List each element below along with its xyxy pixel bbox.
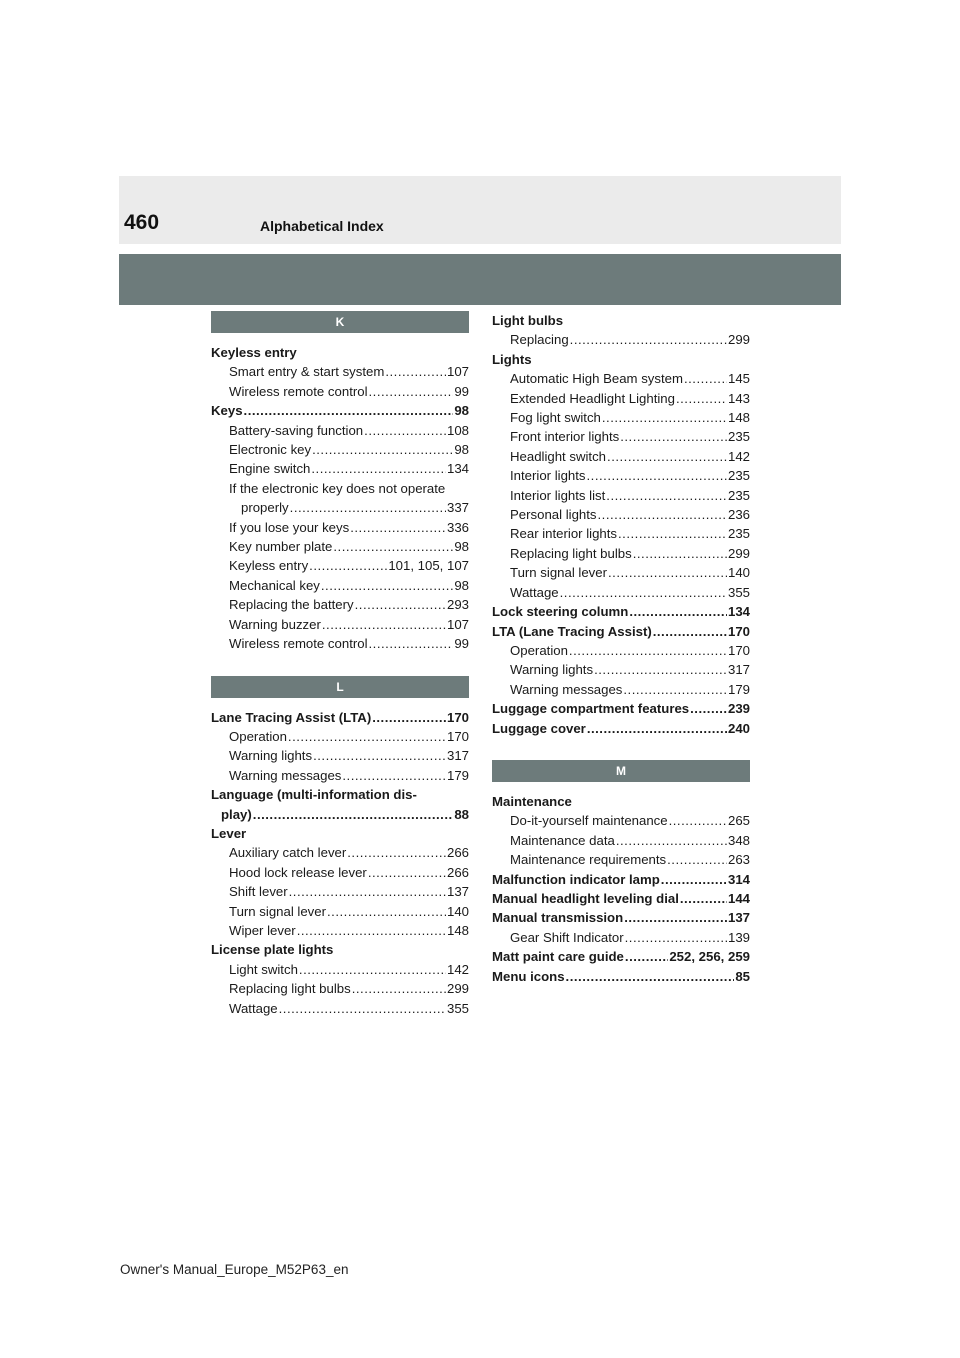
- index-entry: LTA (Lane Tracing Assist) ..... 170: [492, 622, 750, 641]
- index-column-right: [492, 311, 750, 986]
- index-entry: Replacing ..... 299: [492, 330, 750, 349]
- index-entry: Wattage ..... 355: [492, 583, 750, 602]
- index-entry: properly ..... 337: [211, 498, 469, 517]
- index-entry: Front interior lights ..... 235: [492, 427, 750, 446]
- index-heading: Language (multi-information dis-: [211, 787, 417, 803]
- index-heading: Maintenance: [492, 793, 572, 809]
- index-heading: Keyless entry: [211, 345, 297, 360]
- footer-text: Owner's Manual_Europe_M52P63_en: [120, 1262, 349, 1277]
- index-entry: Gear Shift Indicator ..... 139: [492, 928, 750, 947]
- index-entry: Turn signal lever ..... 140: [492, 563, 750, 582]
- index-entry: Engine switch ..... 134: [211, 459, 469, 478]
- index-entry: Keys ..... 98: [211, 401, 469, 420]
- index-entry: Auxiliary catch lever ..... 266: [211, 843, 469, 862]
- index-heading: Lever: [211, 825, 247, 841]
- index-entry: Wireless remote control ..... 99: [211, 634, 469, 653]
- index-entry: Luggage cover ..... 240: [492, 719, 750, 738]
- index-heading: Light bulbs: [492, 313, 564, 328]
- index-entry: Electronic key ..... 98: [211, 440, 469, 459]
- index-entry: Warning messages ..... 179: [492, 680, 750, 699]
- index-entry: Warning lights ..... 317: [492, 660, 750, 679]
- header-dark-band: [119, 254, 841, 305]
- index-entry: Manual transmission ..... 137: [492, 908, 750, 927]
- index-heading: Lights: [492, 351, 532, 367]
- index-entry: Lock steering column ..... 134: [492, 602, 750, 621]
- index-entry: Replacing light bulbs ..... 299: [492, 544, 750, 563]
- index-entry: Do-it-yourself maintenance ..... 265: [492, 811, 750, 830]
- index-entry: Key number plate ..... 98: [211, 537, 469, 556]
- index-entry: Warning buzzer ..... 107: [211, 615, 469, 634]
- index-entry: Headlight switch ..... 142: [492, 447, 750, 466]
- index-entry: Personal lights ..... 236: [492, 505, 750, 524]
- index-entry: Lane Tracing Assist (LTA) ..... 170: [211, 708, 469, 727]
- index-entry: Rear interior lights ..... 235: [492, 524, 750, 543]
- index-entry: Maintenance requirements ..... 263: [492, 850, 750, 869]
- index-entry: Battery-saving function ..... 108: [211, 421, 469, 440]
- header-band: [119, 176, 841, 244]
- index-entry: Warning lights ..... 317: [211, 746, 469, 765]
- letter-bar-l: L: [211, 676, 469, 698]
- index-entry: play) ..... 88: [211, 805, 469, 824]
- index-entry: If you lose your keys ..... 336: [211, 518, 469, 537]
- index-entry: Turn signal lever ..... 140: [211, 902, 469, 921]
- section-title: Alphabetical Index: [260, 218, 384, 234]
- index-entry: Keyless entry ..... 101, 105, 107: [211, 556, 469, 575]
- index-entry: Hood lock release lever ..... 266: [211, 863, 469, 882]
- index-entry: Shift lever ..... 137: [211, 882, 469, 901]
- page-number: 460: [124, 211, 160, 234]
- index-entry: Interior lights list ..... 235: [492, 486, 750, 505]
- index-entry: Replacing the battery ..... 293: [211, 595, 469, 614]
- index-entry: Wiper lever ..... 148: [211, 921, 469, 940]
- index-entry: Luggage compartment features ..... 239: [492, 699, 750, 718]
- index-entry: Mechanical key ..... 98: [211, 576, 469, 595]
- index-entry: Automatic High Beam system ..... 145: [492, 369, 750, 388]
- index-column-left: [211, 311, 469, 1018]
- index-entry-text: If the electronic key does not operate: [229, 480, 446, 496]
- index-entry: Replacing light bulbs ..... 299: [211, 979, 469, 998]
- index-entry: Menu icons ..... 85: [492, 967, 750, 986]
- index-entry: Malfunction indicator lamp ..... 314: [492, 870, 750, 889]
- index-entry: Extended Headlight Lighting ..... 143: [492, 389, 750, 408]
- index-entry: Light switch ..... 142: [211, 960, 469, 979]
- index-entry: Smart entry & start system ..... 107: [211, 362, 469, 381]
- index-entry: Fog light switch ..... 148: [492, 408, 750, 427]
- index-entry: Matt paint care guide ..... 252, 256, 259: [492, 947, 750, 966]
- index-entry: Operation ..... 170: [211, 727, 469, 746]
- index-entry: Maintenance data ..... 348: [492, 831, 750, 850]
- index-entry: Wireless remote control ..... 99: [211, 382, 469, 401]
- index-heading: License plate lights: [211, 942, 334, 958]
- index-entry: Warning messages ..... 179: [211, 766, 469, 785]
- letter-bar-m: M: [492, 760, 750, 782]
- index-entry: Manual headlight leveling dial ..... 144: [492, 889, 750, 908]
- index-entry: Interior lights ..... 235: [492, 466, 750, 485]
- index-entry: Operation ..... 170: [492, 641, 750, 660]
- letter-bar-k: K: [211, 311, 469, 333]
- index-entry: Wattage ..... 355: [211, 999, 469, 1018]
